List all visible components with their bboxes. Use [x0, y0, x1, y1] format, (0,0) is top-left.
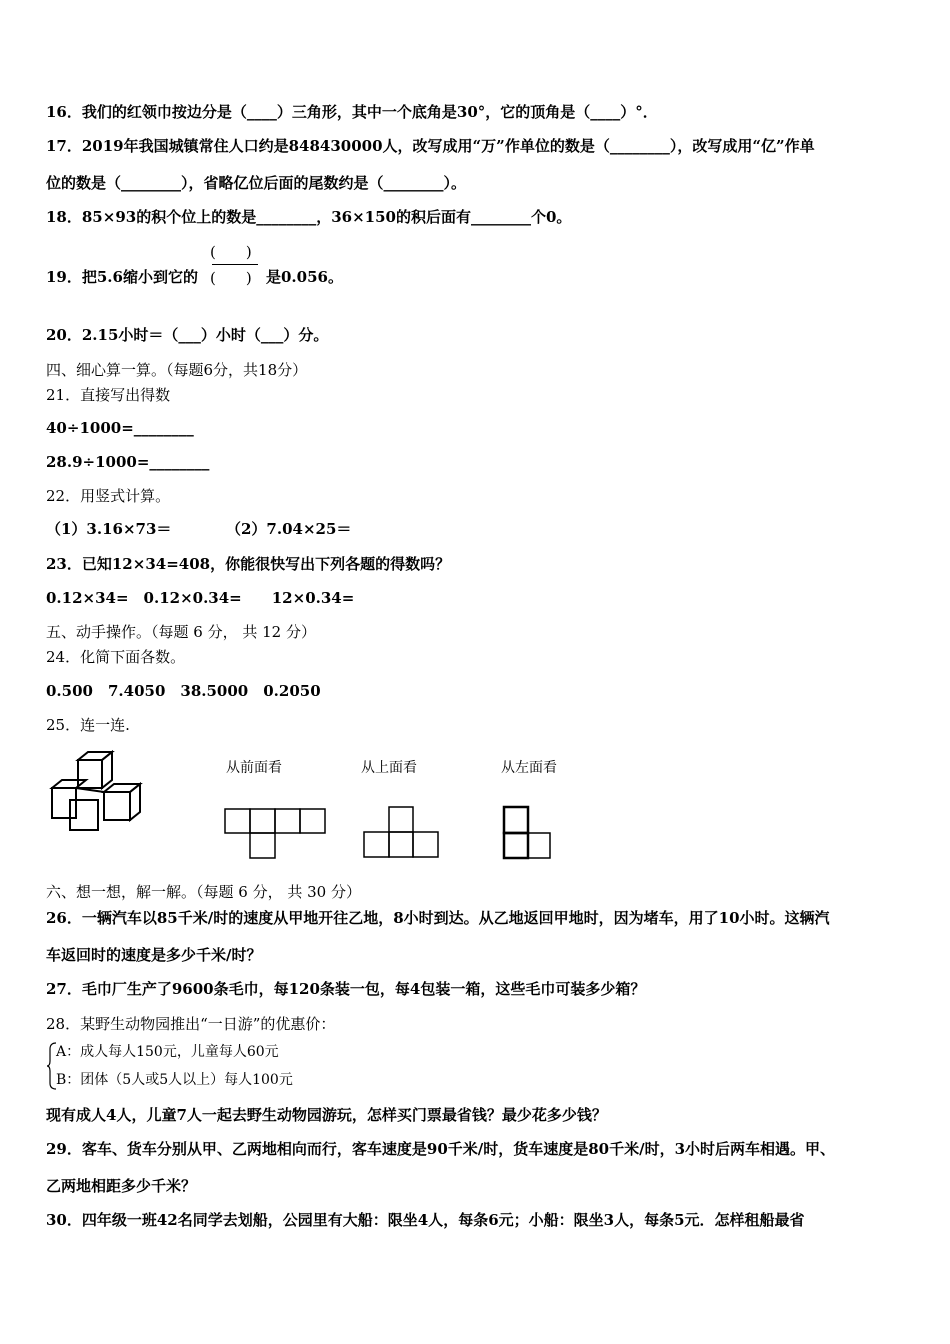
cube-stack-figure: [48, 752, 158, 837]
question-28-option-b: B：团体（5人或5人以上）每人100元: [56, 1072, 293, 1088]
question-26-line2: 车返回时的速度是多少千米/时？: [46, 946, 262, 964]
question-28-option-a: A：成人每人150元，儿童每人60元: [56, 1044, 279, 1060]
view-label-left: 从左面看: [501, 760, 557, 776]
question-21: 21．直接写出得数: [46, 386, 171, 404]
question-29-line2: 乙两地相距多少千米？: [46, 1177, 197, 1195]
question-26-line1: 26．一辆汽车以85千米/时的速度从甲地开往乙地，8小时到达。从乙地返回甲地时，因为堵车，用了10小时。这辆汽: [46, 909, 830, 927]
question-27: 27．毛巾厂生产了9600条毛巾，每120条装一包，每4包装一箱，这些毛巾可装多少箱？: [46, 980, 646, 998]
fraction-denominator: ( ): [210, 269, 252, 287]
question-22-b: （2）7.04×25＝: [226, 520, 352, 538]
question-28-prompt: 现有成人4人，儿童7人一起去野生动物园游玩，怎样买门票最省钱？最少花多少钱？: [46, 1106, 607, 1124]
section-6-heading: 六、想一想，解一解。（每题 6 分， 共 30 分）: [46, 883, 361, 901]
question-23-a: 0.12×34= 0.12×0.34= 12×0.34=: [46, 589, 355, 607]
front-view-figure: [224, 808, 328, 860]
fraction-bar: [212, 264, 258, 265]
fraction-numerator: ( ): [210, 243, 252, 261]
question-22-a: （1）3.16×73＝: [46, 520, 172, 538]
question-19-suffix: 是0.056。: [266, 268, 343, 286]
question-19-prefix: 19．把5.6缩小到它的: [46, 268, 198, 286]
question-28: 28．某野生动物园推出“一日游”的优惠价：: [46, 1015, 336, 1033]
question-16: 16．我们的红领巾按边分是（____）三角形，其中一个底角是30°，它的顶角是（____）°．: [46, 103, 658, 121]
question-18: 18．85×93的积个位上的数是________，36×150的积后面有________个0。: [46, 208, 572, 226]
top-view-figure: [363, 806, 443, 860]
question-17-line2: 位的数是（________），省略亿位后面的尾数约是（________）。: [46, 174, 467, 192]
question-24: 24．化简下面各数。: [46, 648, 186, 666]
question-23: 23．已知12×34=408，你能很快写出下列各题的得数吗？: [46, 555, 451, 573]
section-4-heading: 四、细心算一算。（每题6分，共18分）: [46, 361, 308, 379]
question-20: 20．2.15小时＝（___）小时（___）分。: [46, 326, 329, 344]
question-22: 22．用竖式计算。: [46, 487, 171, 505]
question-29-line1: 29．客车、货车分别从甲、乙两地相向而行，客车速度是90千米/时，货车速度是80千米/时，3小时后两车相遇。甲、: [46, 1140, 836, 1158]
left-view-figure: [502, 806, 554, 862]
view-label-front: 从前面看: [226, 760, 282, 776]
question-24-a: 0.500 7.4050 38.5000 0.2050: [46, 682, 321, 700]
question-17-line1: 17．2019年我国城镇常住人口约是848430000人，改写成用“万”作单位的数是（________），改写成用“亿”作单: [46, 137, 815, 155]
question-30: 30．四年级一班42名同学去划船，公园里有大船：限坐4人，每条6元；小船：限坐3人，每条5元．怎样租船最省: [46, 1211, 805, 1229]
section-5-heading: 五、动手操作。（每题 6 分， 共 12 分）: [46, 623, 316, 641]
view-label-top: 从上面看: [361, 760, 417, 776]
question-25: 25．连一连.: [46, 716, 130, 734]
question-21-a: 40÷1000=________: [46, 419, 194, 437]
question-21-b: 28.9÷1000=________: [46, 453, 210, 471]
